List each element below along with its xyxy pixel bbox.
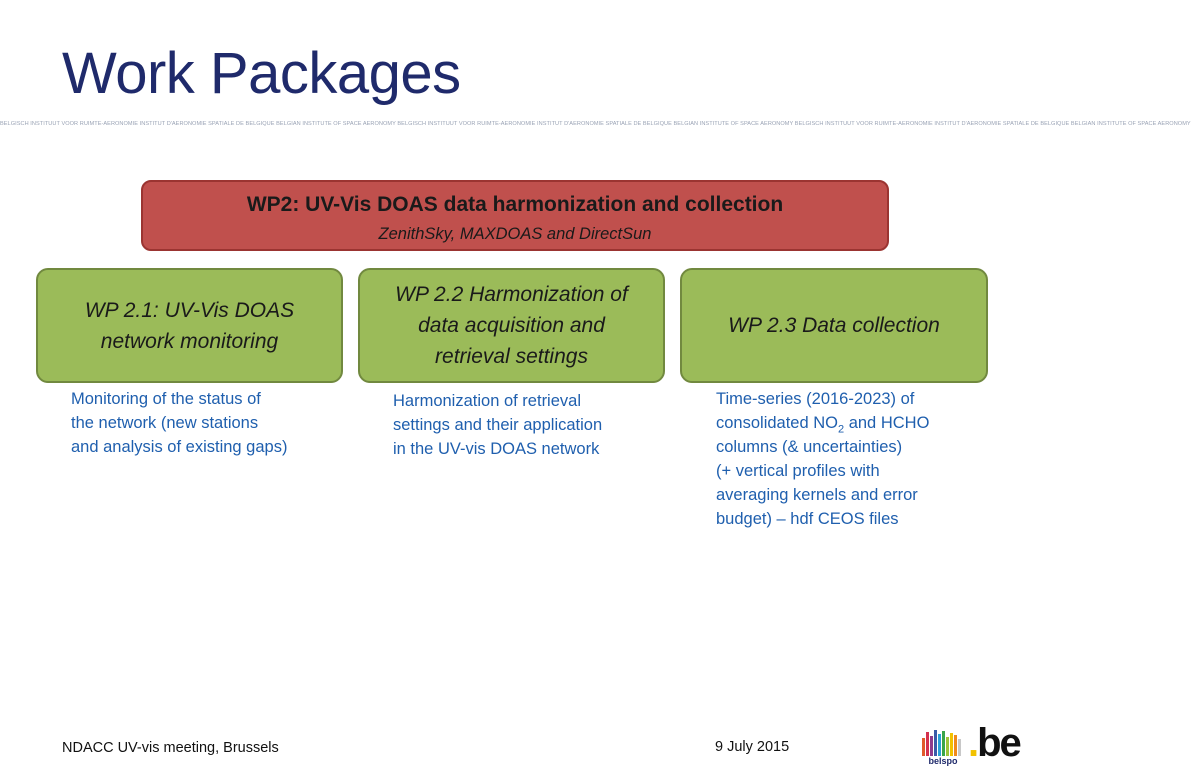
description-line: columns (& uncertainties): [716, 438, 903, 456]
description-line: in the UV-vis DOAS network: [393, 440, 600, 458]
belspo-logo-text: belspo: [928, 756, 958, 766]
wp2-subheading: ZenithSky, MAXDOAS and DirectSun: [378, 225, 652, 243]
wp2-3-description: [716, 387, 929, 531]
wp2-1-box: [36, 268, 343, 383]
belspo-logo-bars: [922, 730, 964, 756]
description-text: and HCHO: [844, 414, 930, 432]
wp2-heading: WP2: UV-Vis DOAS data harmonization and collection: [246, 193, 784, 216]
description-line: Harmonization of retrieval: [393, 392, 581, 410]
wp2-1-label-line: network monitoring: [100, 329, 279, 353]
description-line: [716, 411, 929, 435]
wp2-2-label-line: retrieval settings: [435, 345, 588, 368]
footer-date: 9 July 2015: [715, 739, 790, 755]
description-line: averaging kernels and error: [716, 486, 918, 504]
description-text: consolidated NO: [716, 414, 838, 432]
description-line: Time-series (2016-2023) of: [716, 390, 915, 408]
institute-banner: BELGISCH INSTITUUT VOOR RUIMTE-AERONOMIE INSTITUT D'AERONOMIE SPATIALE DE BELGIQUE BELGIAN INSTITUTE OF SPACE AERONOMY BELGISCH INSTITUUT VOOR RUIMTE-AERONOMIE INSTITUT D'AERONOMIE SPATIALE DE BELGIQUE BELGIAN INSTITUTE OF SPACE AERONOMY BELGISCH INSTITUUT VOOR RUIMTE-AERONOMIE INSTITUT D'AERONOMIE SPATIALE DE BELGIQUE BELGIAN INSTITUTE OF SPACE AERONOMY: [0, 121, 1191, 127]
wp2-2-box: [358, 268, 665, 383]
description-line: settings and their application: [393, 416, 603, 434]
wp2-2-label-line: data acquisition and: [418, 314, 605, 337]
wp2-2-description: [393, 389, 602, 461]
wp2-2-label-line: WP 2.2 Harmonization of: [395, 283, 628, 306]
subscript-2: 2: [838, 423, 845, 436]
footer-event: NDACC UV-vis meeting, Brussels: [62, 740, 279, 756]
description-line: Monitoring of the status of: [71, 390, 261, 408]
be-logo-text: be: [977, 721, 1020, 765]
wp2-1-label-line: WP 2.1: UV-Vis DOAS: [84, 298, 295, 322]
be-logo-dot: .: [968, 721, 978, 765]
belspo-logo: [922, 730, 964, 766]
wp2-3-box: [680, 268, 988, 383]
wp2-3-label-line: WP 2.3 Data collection: [728, 314, 940, 337]
be-logo: [968, 722, 1020, 764]
description-line: budget) – hdf CEOS files: [716, 510, 899, 528]
description-line: and analysis of existing gaps): [71, 438, 288, 456]
wp2-box: [141, 180, 889, 251]
description-line: (+ vertical profiles with: [716, 462, 880, 480]
wp2-1-description: [71, 387, 287, 459]
description-line: the network (new stations: [71, 414, 259, 432]
slide-title: Work Packages: [62, 41, 461, 106]
